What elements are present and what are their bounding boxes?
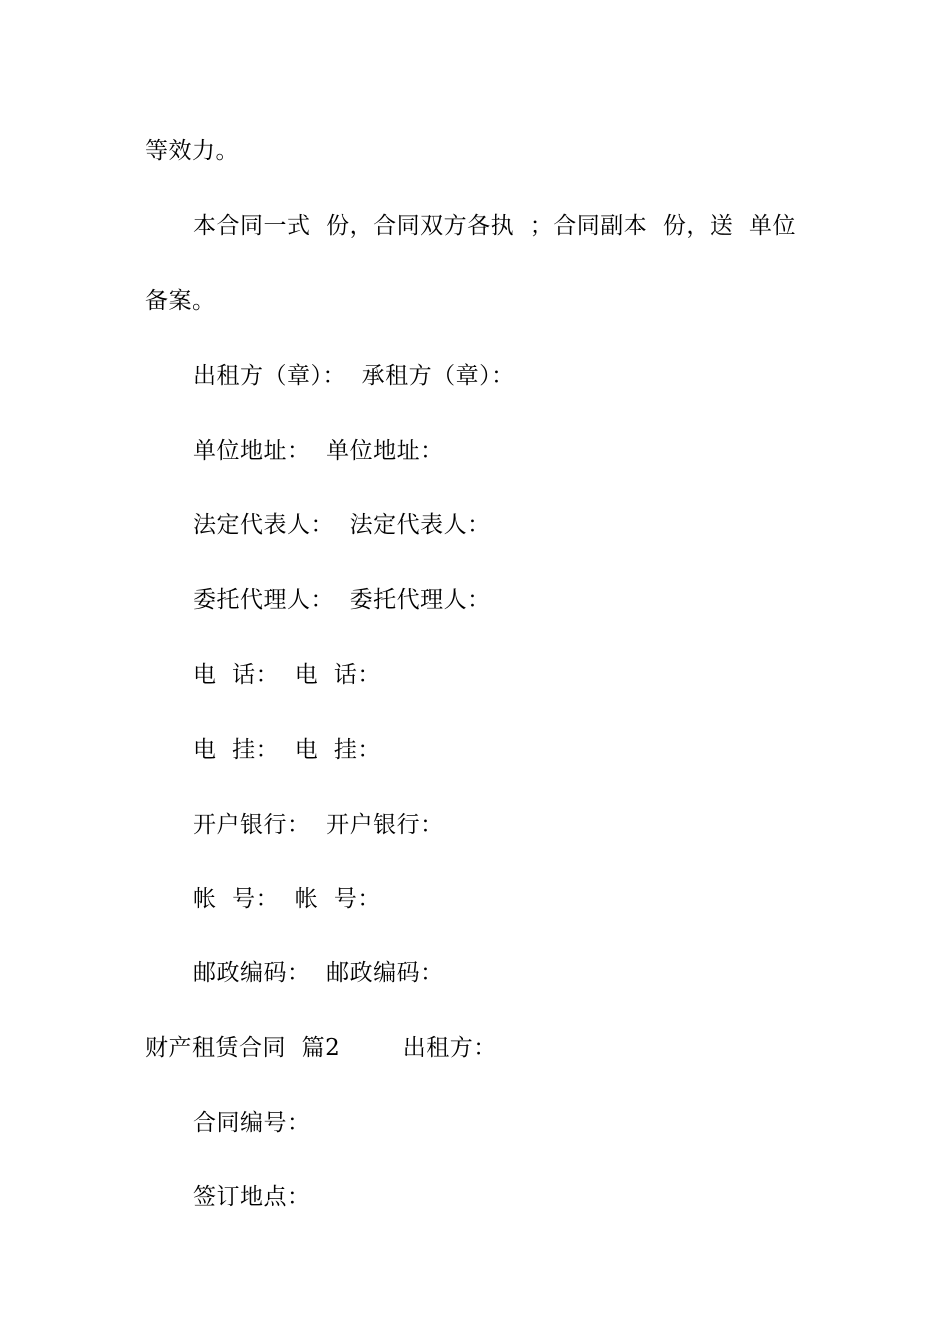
text-line-telegraph: 电 挂： 电 挂： [193, 737, 381, 763]
text-line-legal-representative: 法定代表人： 法定代表人： [193, 512, 491, 538]
text-line-copies-clause: 本合同一式 份，合同双方各执 ；合同副本 份，送 单位 [193, 213, 796, 239]
text-line-contract-number: 合同编号： [193, 1110, 311, 1136]
text-line-unit-address: 单位地址： 单位地址： [193, 438, 444, 464]
text-line-authorized-agent: 委托代理人： 委托代理人： [193, 587, 491, 613]
text-line-party-seals: 出租方（章）： 承租方（章）： [193, 363, 515, 389]
text-line-continuation: 等效力。 [145, 138, 239, 164]
text-line-bank: 开户银行： 开户银行： [193, 812, 444, 838]
text-line-account-number: 帐 号： 帐 号： [193, 886, 381, 912]
text-line-signing-place: 签订地点： [193, 1184, 311, 1210]
section-heading-contract-2: 财产租赁合同 篇2 出租方： [145, 1035, 497, 1061]
text-line-postal-code: 邮政编码： 邮政编码： [193, 960, 444, 986]
text-line-filing: 备案。 [145, 288, 216, 314]
text-line-telephone: 电 话： 电 话： [193, 662, 381, 688]
